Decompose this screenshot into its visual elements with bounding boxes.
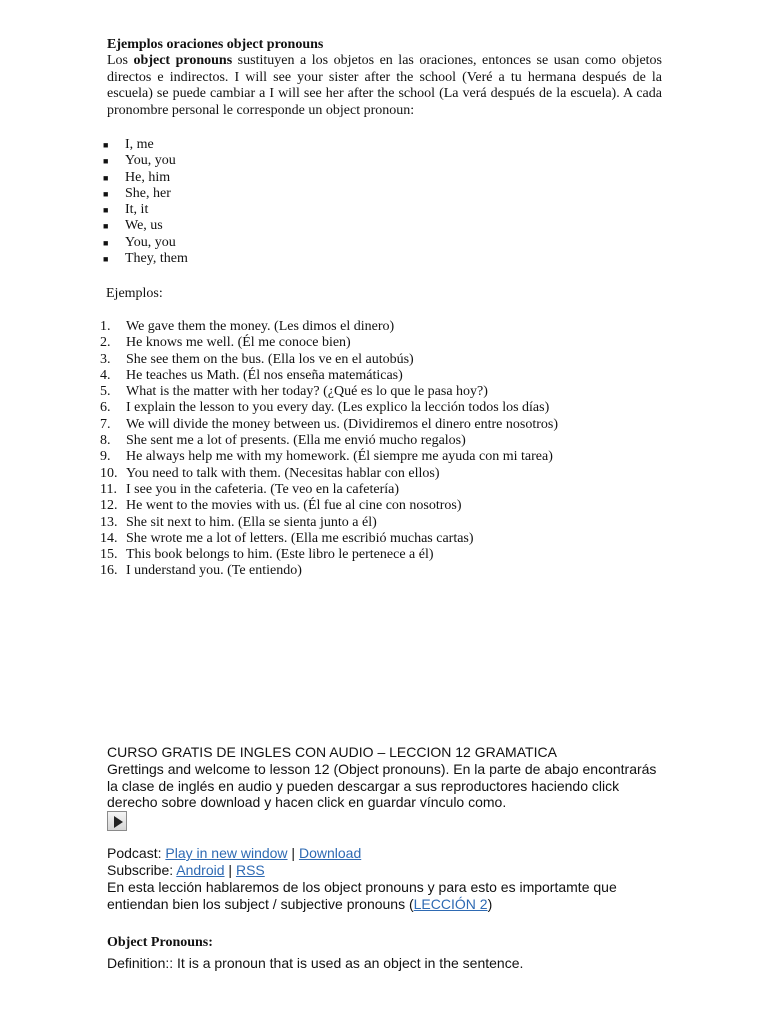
bullet-icon: ■ (103, 140, 109, 150)
example-item (100, 400, 660, 416)
section-title: Ejemplos oraciones object pronouns (107, 37, 324, 52)
example-number: 16. (100, 563, 118, 579)
example-item (100, 563, 660, 579)
example-number: 10. (100, 465, 118, 481)
example-text: I explain the lesson to you every day. (Les explico la lección todos los días) (126, 400, 550, 416)
list-item (100, 186, 400, 202)
list-item-text: He, him (125, 169, 171, 185)
list-item (100, 170, 400, 186)
example-text: She sit next to him. (Ella se sienta junto a él) (126, 514, 377, 530)
example-text: She sent me a lot of presents. (Ella me envió mucho regalos) (126, 433, 466, 449)
example-item (100, 368, 660, 384)
example-number: 7. (100, 416, 111, 432)
intro-rest: sustituyen a los objetos en las oraciones, entonces se usan como objetos directos e indirectos. I will see your sister after the school (Veré a tu hermana después de la escuela) se puede cambiar a I will see her after the school (La verá después de la escuela). A cada pronombre personal le corresponde un object pronoun: (107, 53, 663, 118)
podcast-label: Podcast: (107, 845, 166, 861)
example-number: 5. (100, 384, 111, 400)
example-item (100, 384, 660, 400)
example-number: 3. (100, 351, 111, 367)
rss-link[interactable]: RSS (235, 862, 265, 878)
example-number: 11. (100, 481, 117, 497)
example-text: He teaches us Math. (Él nos enseña matemáticas) (126, 367, 403, 383)
example-item (100, 352, 660, 368)
example-text: She see them on the bus. (Ella los ve en el autobús) (126, 351, 414, 367)
leccion-close: ) (487, 895, 493, 912)
list-item-text: We, us (125, 218, 163, 234)
android-link[interactable]: Android (176, 862, 225, 878)
example-item (100, 482, 660, 498)
bullet-icon: ■ (103, 221, 109, 232)
example-text: I see you in the cafeteria. (Te veo en la cafetería) (126, 481, 400, 497)
course-title: CURSO GRATIS DE INGLES CON AUDIO – LECCION 12 GRAMATICA (107, 744, 557, 760)
example-number: 12. (100, 498, 118, 514)
list-item (100, 235, 400, 251)
list-item (100, 202, 400, 218)
example-item (100, 466, 660, 482)
subscribe-line (107, 862, 662, 879)
example-text: She wrote me a lot of letters. (Ella me escribió muchas cartas) (126, 530, 474, 546)
pronoun-list (100, 137, 400, 267)
example-text: He went to the movies with us. (Él fue al cine con nosotros) (126, 498, 462, 514)
intro-prefix: Los (107, 53, 134, 68)
example-item (100, 449, 660, 465)
examples-list (100, 319, 660, 580)
leccion-2-link[interactable]: LECCIÓN 2 (413, 895, 488, 912)
play-in-new-window-link[interactable]: Play in new window (165, 845, 288, 861)
leccion-paragraph (107, 879, 667, 912)
subscribe-label: Subscribe: (107, 862, 177, 878)
example-item (100, 547, 660, 563)
bullet-icon: ■ (103, 156, 109, 167)
definition-text: Definition:: It is a pronoun that is used as an object in the sentence. (107, 955, 524, 971)
example-number: 13. (100, 514, 118, 530)
list-item-text: She, her (125, 185, 171, 201)
object-pronouns-heading: Object Pronouns: (107, 935, 213, 950)
example-number: 6. (100, 400, 111, 416)
example-text: This book belongs to him. (Este libro le pertenece a él) (126, 547, 434, 563)
list-item (100, 153, 400, 169)
list-item-text: You, you (125, 234, 176, 250)
bullet-icon: ■ (103, 172, 109, 183)
podcast-line (107, 845, 662, 862)
bullet-icon: ■ (103, 188, 109, 199)
bullet-icon: ■ (103, 205, 109, 216)
list-item-text: You, you (125, 153, 176, 169)
list-item-text: They, them (125, 251, 188, 267)
intro-bold-term: object pronouns (133, 53, 233, 68)
example-number: 9. (100, 449, 111, 465)
example-text: We will divide the money between us. (Dividiremos el dinero entre nosotros) (126, 416, 558, 432)
list-item (100, 137, 400, 153)
example-number: 14. (100, 530, 118, 546)
example-item (100, 498, 660, 514)
example-text: What is the matter with her today? (¿Qué es lo que le pasa hoy?) (126, 384, 488, 400)
example-number: 2. (100, 335, 111, 351)
leccion-text: En esta lección hablaremos de los object pronouns y para esto es importamte que entiendan bien los subject / subjective pronouns ( (107, 879, 617, 912)
intro-paragraph (107, 53, 662, 119)
play-icon (114, 816, 123, 828)
example-item (100, 319, 660, 335)
download-link[interactable]: Download (298, 845, 362, 861)
example-item (100, 531, 660, 547)
example-item (100, 433, 660, 449)
example-text: You need to talk with them. (Necesitas hablar con ellos) (126, 465, 440, 481)
example-number: 4. (100, 367, 111, 383)
separator: | (224, 862, 236, 878)
example-number: 8. (100, 433, 111, 449)
list-item (100, 218, 400, 234)
example-text: I understand you. (Te entiendo) (126, 563, 302, 579)
example-text: We gave them the money. (Les dimos el dinero) (126, 319, 395, 334)
list-item-text: I, me (125, 137, 154, 152)
separator: | (287, 845, 299, 861)
list-item-text: It, it (125, 202, 149, 218)
example-number: 15. (100, 547, 118, 563)
example-item (100, 417, 660, 433)
audio-play-button[interactable] (107, 811, 127, 831)
bullet-icon: ■ (103, 254, 109, 265)
example-text: He always help me with my homework. (Él siempre me ayuda con mi tarea) (126, 449, 553, 465)
bullet-icon: ■ (103, 237, 109, 248)
course-intro: Grettings and welcome to lesson 12 (Object pronouns). En la parte de abajo encontrarás la clase de inglés en audio y pueden descargar a sus reproductores haciendo click derecho sobre download y hacen click en guardar vínculo como. (107, 761, 657, 810)
example-item (100, 515, 660, 531)
example-text: He knows me well. (Él me conoce bien) (126, 335, 351, 351)
example-item (100, 335, 660, 351)
list-item (100, 251, 400, 267)
examples-label: Ejemplos: (106, 286, 163, 301)
example-number: 1. (100, 319, 111, 334)
